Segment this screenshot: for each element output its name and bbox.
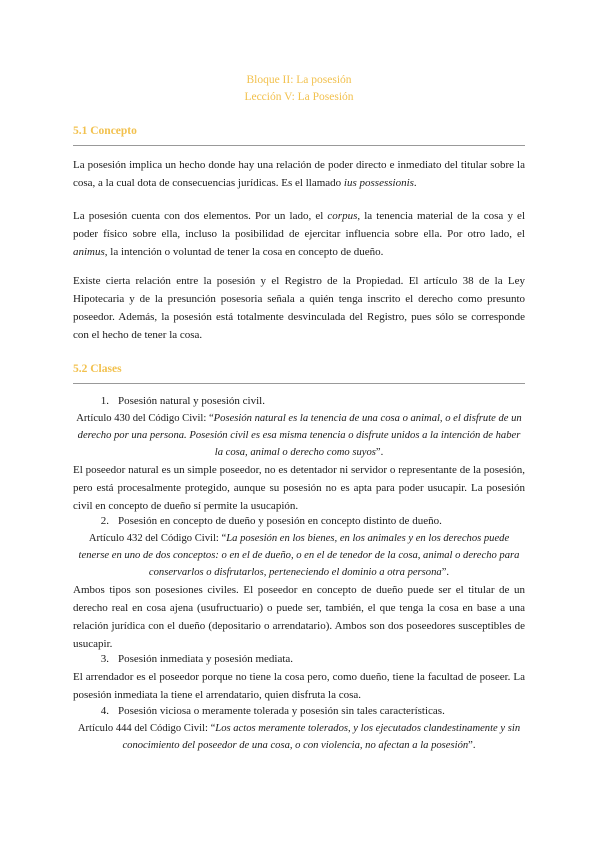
quote-lead: Artículo 444 del Código Civil: “: [77, 723, 216, 734]
latin-term: ius possessionis: [343, 177, 414, 189]
section-divider: [73, 145, 525, 146]
list-item-title-text: Posesión viciosa o meramente tolerada y posesión sin tales características.: [118, 705, 445, 717]
legal-quote: [73, 410, 525, 461]
list-item-title: [73, 513, 525, 530]
list-number: 1.: [100, 395, 109, 407]
list-item-3: [73, 651, 525, 704]
paragraph-concepto-2: [73, 207, 525, 261]
paragraph-concepto-3: Existe cierta relación entre la posesión y el Registro de la Propiedad. El artículo 38 de la Ley Hipotecaria y de la presunción posesoria señala a quién tenga inscrito el derecho como presunto poseedor. Además, la posesión está totalmente desvinculada del Registro, pues sólo se corresponde con el hecho de tener la cosa.: [73, 275, 525, 341]
title-line-2: Lección V: La Posesión: [244, 91, 354, 103]
quote-text: Los actos meramente tolerados, y los ejecutados clandestinamente y sin conocimiento del poseedor de una cosa, o con violencia, no afectan a la posesión: [122, 723, 521, 751]
section-concepto-header: [73, 124, 525, 146]
quote-end: ”.: [375, 447, 384, 458]
quote-end: ”.: [468, 740, 476, 751]
document-title: [73, 72, 525, 106]
list-item-2: [73, 513, 525, 653]
list-number: 2.: [100, 515, 109, 527]
quote-text: Posesión natural es la tenencia de una cosa o animal, o el disfrute de un derecho por una persona. Posesión civil es esa misma tenencia o disfrute unidos a la intención de haber la cosa, animal o derecho como suyos: [77, 413, 522, 458]
item-description: Ambos tipos son posesiones civiles. El poseedor en concepto de dueño puede ser el titular de un derecho real en cosa ajena (usufructuario) o puede ser, también, el que tenga la cosa en base a una relación jurídica con el dueño (depositario o arrendatario). Ambos son dos poseedores susceptibles de usucapir.: [73, 584, 525, 650]
paragraph-text: La posesión implica un hecho donde hay una relación de poder directo e inmediato del titular sobre la cosa, a la cual dota de consecuencias jurídicas. Es el llamado: [73, 159, 525, 189]
quote-end: ”.: [441, 567, 450, 578]
section-clases-header: [73, 362, 525, 384]
list-number: 3.: [100, 653, 109, 665]
list-item-title: [73, 651, 525, 668]
quote-lead: Artículo 432 del Código Civil: “: [88, 533, 227, 544]
item-description: El arrendador es el poseedor porque no tiene la cosa pero, como dueño, tiene la facultad de poseer. La posesión inmediata la tiene el arrendatario, quien disfruta la cosa.: [73, 671, 525, 701]
quote-text: La posesión en los bienes, en los animales y en los derechos puede tenerse en uno de dos conceptos: o en el de dueño, o en el de tenedor de la cosa, animal o derecho para conservarlos o disfrutarlos, perteneciendo el dominio a otra persona: [78, 533, 520, 578]
latin-term-animus: animus: [73, 246, 105, 258]
section-heading-clases: 5.2 Clases: [73, 363, 122, 375]
list-number: 4.: [100, 705, 109, 717]
section-divider: [73, 383, 525, 384]
list-item-title-text: Posesión inmediata y posesión mediata.: [118, 653, 294, 665]
list-item-title: [73, 393, 525, 410]
legal-quote: [73, 530, 525, 581]
list-item-title-text: Posesión natural y posesión civil.: [118, 395, 265, 407]
latin-term-corpus: corpus: [327, 210, 358, 222]
title-line-1: Bloque II: La posesión: [246, 74, 352, 86]
list-item-title: [73, 703, 525, 720]
paragraph-text: , la intención o voluntad de tener la cosa en concepto de dueño.: [104, 246, 384, 258]
section-heading-concepto: 5.1 Concepto: [73, 125, 137, 137]
list-item-title-text: Posesión en concepto de dueño y posesión en concepto distinto de dueño.: [118, 515, 442, 527]
list-item-1: [73, 393, 525, 515]
list-item-4: [73, 703, 525, 754]
paragraph-text: .: [413, 177, 417, 189]
legal-quote: [73, 720, 525, 754]
quote-lead: Artículo 430 del Código Civil: “: [76, 413, 214, 424]
paragraph-concepto-1: [73, 156, 525, 192]
paragraph-text: La posesión cuenta con dos elementos. Por un lado, el: [73, 210, 328, 222]
paragraph-text: , la tenencia material de la cosa y el poder físico sobre ella, incluso la posibilidad de ejercitar influencia sobre ella. Por otro lado, el: [73, 210, 525, 240]
item-description: El poseedor natural es un simple poseedor, no es detentador ni servidor o representante de la posesión, pero está procesalmente protegido, aunque su posesión no es apta para poder usucapir. La posesión civil en concepto de dueño sí permite la usucapión.: [73, 464, 525, 512]
